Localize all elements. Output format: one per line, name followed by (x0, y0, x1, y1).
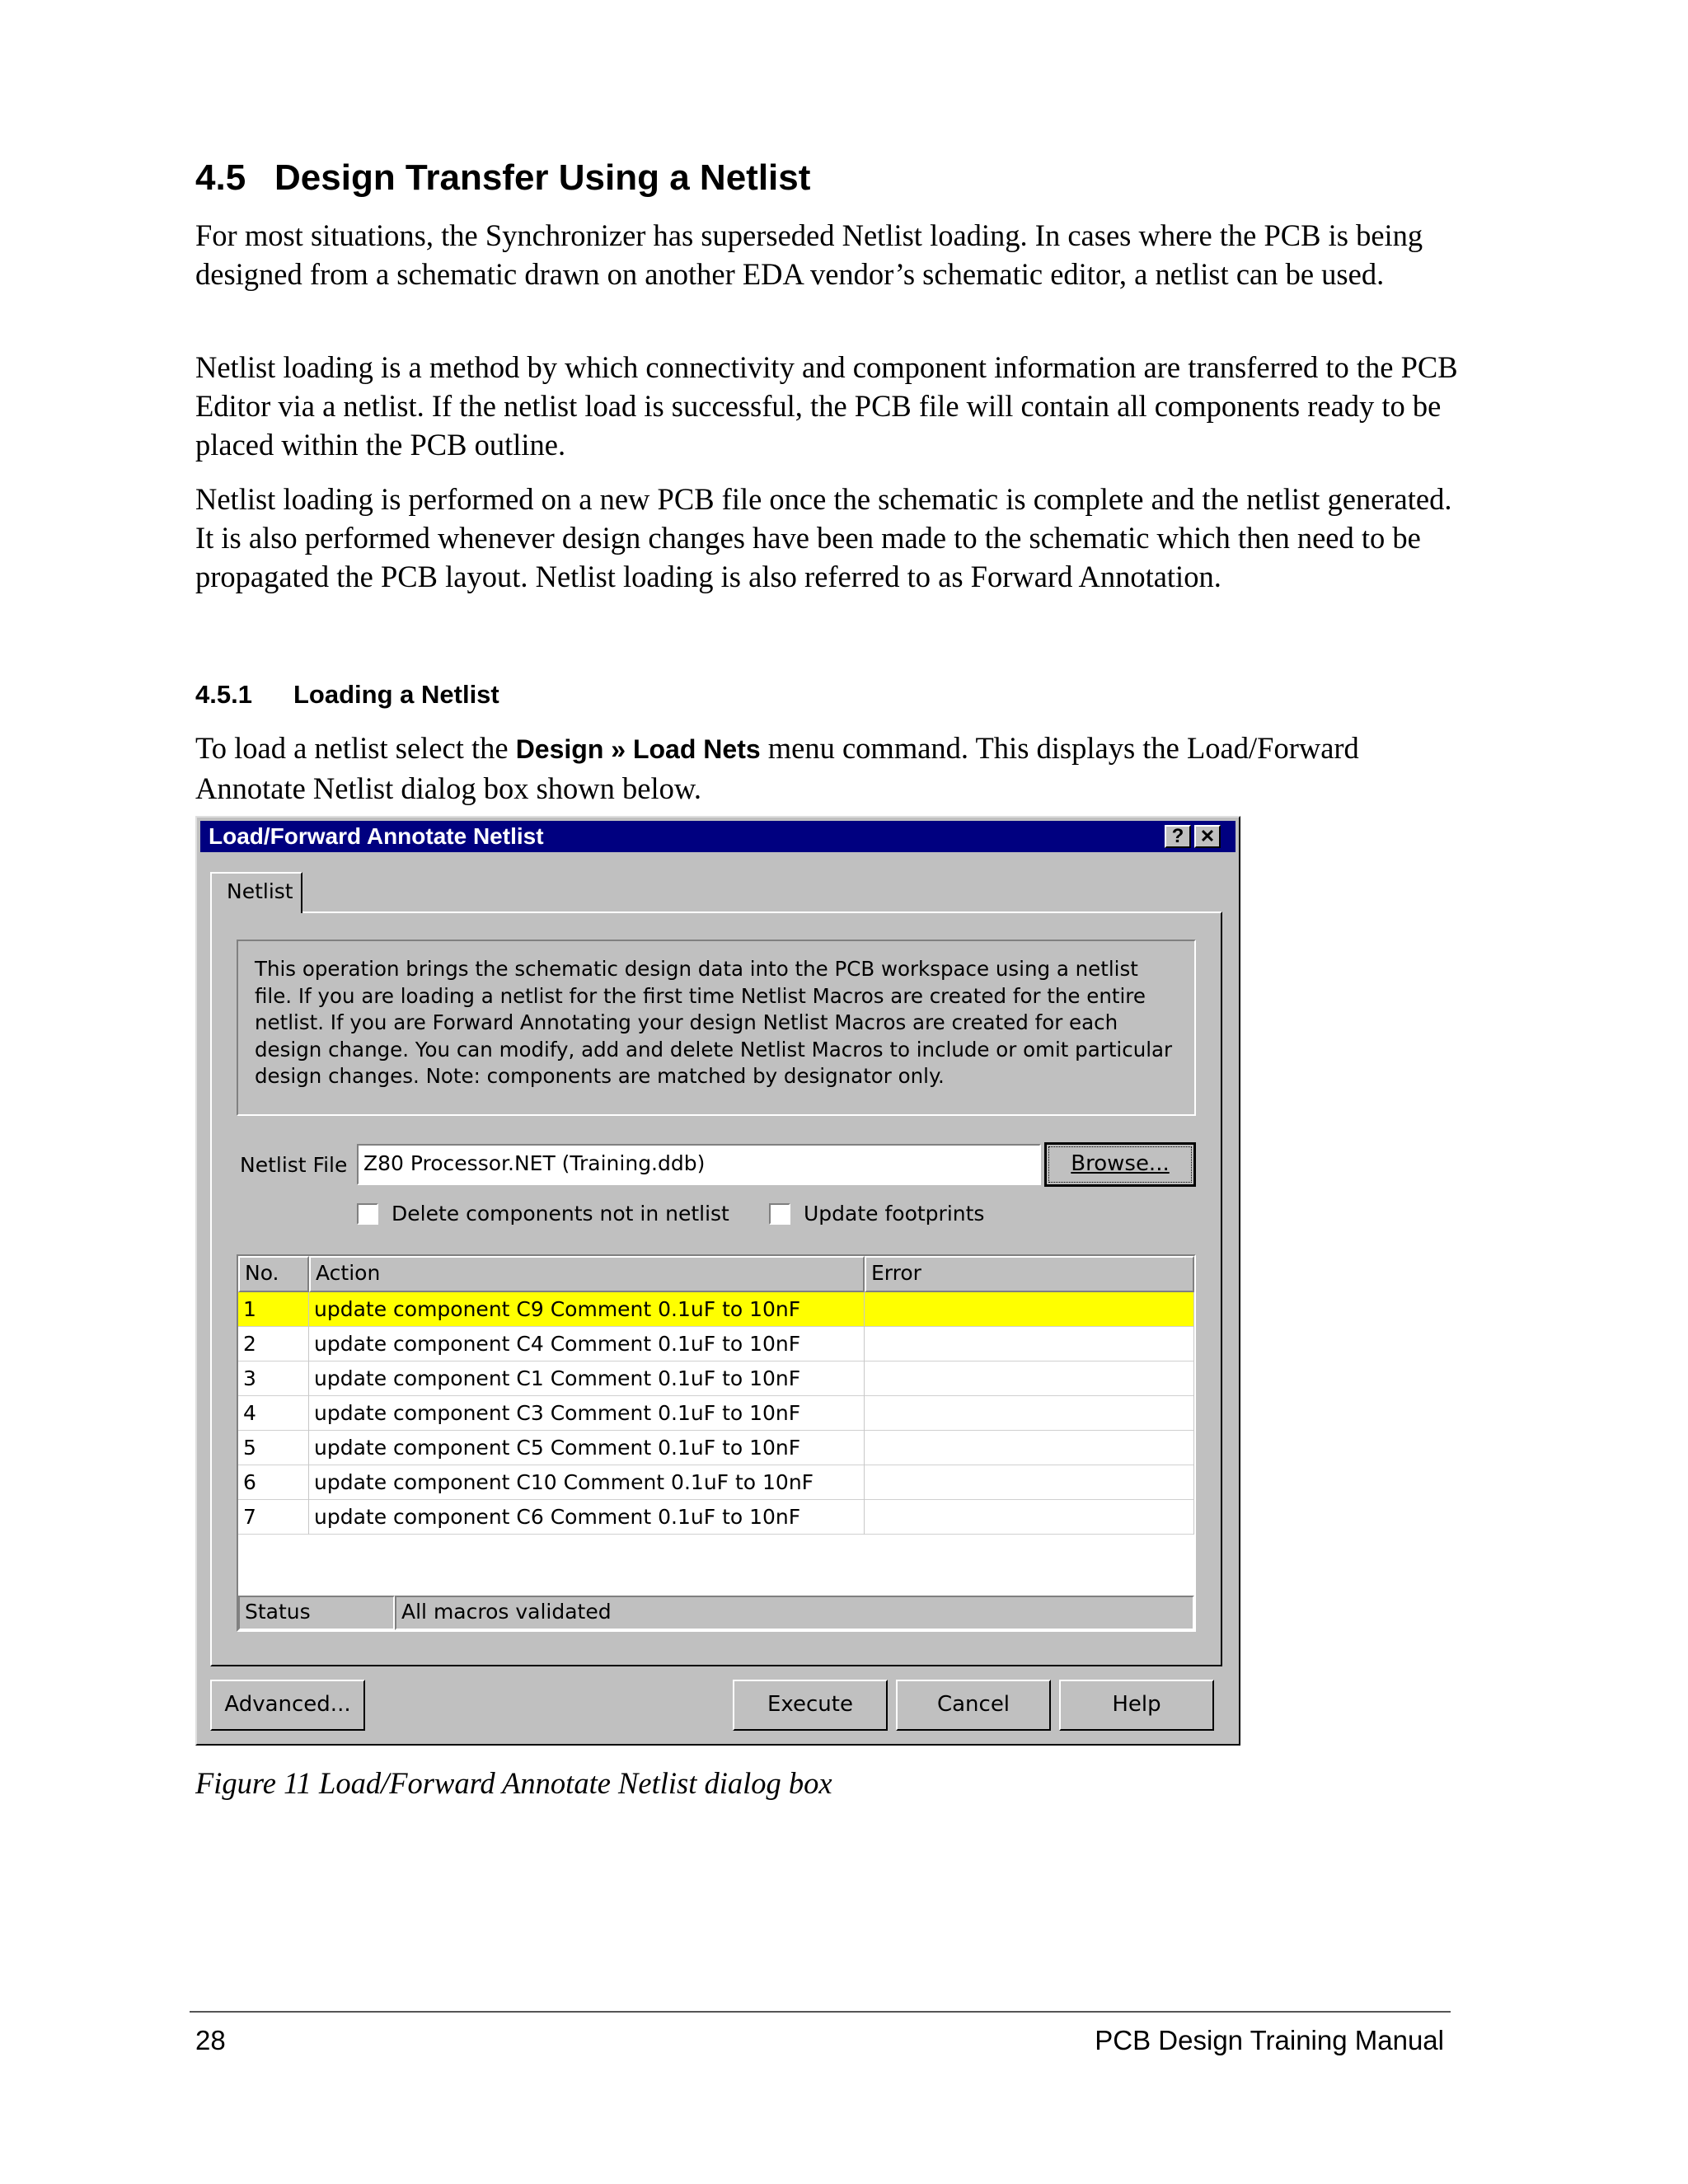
column-header-action[interactable]: Action (309, 1256, 865, 1292)
netlist-file-label: Netlist File (240, 1153, 348, 1177)
cell-no: 5 (238, 1431, 309, 1465)
table-row[interactable] (238, 1431, 1194, 1465)
close-icon[interactable]: ✕ (1194, 825, 1221, 848)
section-title: Design Transfer Using a Netlist (274, 157, 811, 198)
browse-button-label: Browse... (1071, 1151, 1170, 1176)
cell-action: update component C10 Comment 0.1uF to 10nF (309, 1465, 865, 1500)
netlist-file-field[interactable]: Z80 Processor.NET (Training.ddb) (357, 1144, 1041, 1185)
cell-no: 2 (238, 1327, 309, 1361)
menu-command: Design » Load Nets (515, 734, 761, 764)
update-footprints-label: Update footprints (804, 1202, 985, 1226)
update-footprints-checkbox[interactable] (769, 1203, 790, 1225)
dialog-description: This operation brings the schematic design data into the PCB workspace using a netlist file. If you are loading a netlist for the first time Netlist Macros are created for the entire netlist. If you are Forward Annotating your design Netlist Macros are created for each design change. You can modify, add and delete Netlist Macros to include or omit particular design changes. Note: components are matched by designator only. (237, 940, 1196, 1116)
cell-error (865, 1396, 1194, 1431)
cell-no: 6 (238, 1465, 309, 1500)
advanced-button[interactable]: Advanced... (210, 1680, 365, 1731)
browse-button[interactable] (1044, 1142, 1196, 1187)
section-number: 4.5 (195, 157, 246, 198)
cell-action: update component C3 Comment 0.1uF to 10nF (309, 1396, 865, 1431)
cancel-button[interactable]: Cancel (896, 1680, 1051, 1731)
cell-error (865, 1327, 1194, 1361)
netlist-dialog (195, 816, 1240, 1746)
cell-action: update component C1 Comment 0.1uF to 10nF (309, 1361, 865, 1396)
status-label: Status (238, 1596, 395, 1630)
paragraph-2: Netlist loading is a method by which connectivity and component information are transferred to the PCB Editor via a netlist. If the netlist load is successful, the PCB file will contain all components ready to be placed within the PCB outline. (195, 350, 1458, 462)
column-header-no[interactable]: No. (238, 1256, 309, 1292)
column-header-error[interactable]: Error (865, 1256, 1194, 1292)
cell-action: update component C6 Comment 0.1uF to 10nF (309, 1500, 865, 1535)
dialog-titlebar (200, 821, 1236, 852)
help-icon[interactable]: ? (1165, 825, 1191, 848)
table-row[interactable] (238, 1396, 1194, 1431)
delete-components-checkbox[interactable] (357, 1203, 378, 1225)
cell-no: 4 (238, 1396, 309, 1431)
figure-caption: Figure 11 Load/Forward Annotate Netlist dialog box (195, 1766, 832, 1800)
macro-table (237, 1254, 1196, 1632)
instruction-suffix: menu command. This displays the Load/Forward Annotate Netlist dialog box shown below. (195, 731, 1359, 805)
table-row[interactable] (238, 1465, 1194, 1500)
subsection-title: Loading a Netlist (293, 680, 499, 709)
cell-action: update component C9 Comment 0.1uF to 10nF (309, 1292, 865, 1327)
execute-button[interactable]: Execute (733, 1680, 888, 1731)
cell-action: update component C5 Comment 0.1uF to 10nF (309, 1431, 865, 1465)
subsection-heading (195, 678, 499, 711)
page-number: 28 (195, 2025, 226, 2055)
footer-title: PCB Design Training Manual (1095, 2025, 1444, 2055)
cell-error (865, 1500, 1194, 1535)
cell-error (865, 1465, 1194, 1500)
instruction-prefix: To load a netlist select the (195, 731, 516, 765)
instruction-paragraph (195, 729, 1465, 808)
status-value: All macros validated (395, 1596, 1194, 1630)
section-heading (195, 155, 810, 201)
cell-action: update component C4 Comment 0.1uF to 10nF (309, 1327, 865, 1361)
table-row[interactable] (238, 1361, 1194, 1396)
cell-error (865, 1361, 1194, 1396)
cell-no: 7 (238, 1500, 309, 1535)
dialog-title: Load/Forward Annotate Netlist (209, 823, 544, 849)
subsection-number: 4.5.1 (195, 680, 252, 709)
help-button[interactable]: Help (1059, 1680, 1214, 1731)
table-row[interactable] (238, 1292, 1194, 1327)
cell-error (865, 1431, 1194, 1465)
cell-no: 3 (238, 1361, 309, 1396)
paragraph-3: Netlist loading is performed on a new PCB file once the schematic is complete and the netlist generated. It is also performed whenever design changes have been made to the schematic which then need to be propagated the PCB layout. Netlist loading is also referred to as Forward Annotation. (195, 482, 1452, 593)
cell-error (865, 1292, 1194, 1327)
cell-no: 1 (238, 1292, 309, 1327)
table-row[interactable] (238, 1327, 1194, 1361)
paragraph-1: For most situations, the Synchronizer has superseded Netlist loading. In cases where the PCB is being designed from a schematic drawn on another EDA vendor’s schematic editor, a netlist can be used. (195, 218, 1423, 291)
table-row[interactable] (238, 1500, 1194, 1535)
footer-divider (190, 2011, 1451, 2013)
tab-netlist[interactable]: Netlist (210, 872, 302, 913)
delete-components-label: Delete components not in netlist (392, 1202, 729, 1226)
